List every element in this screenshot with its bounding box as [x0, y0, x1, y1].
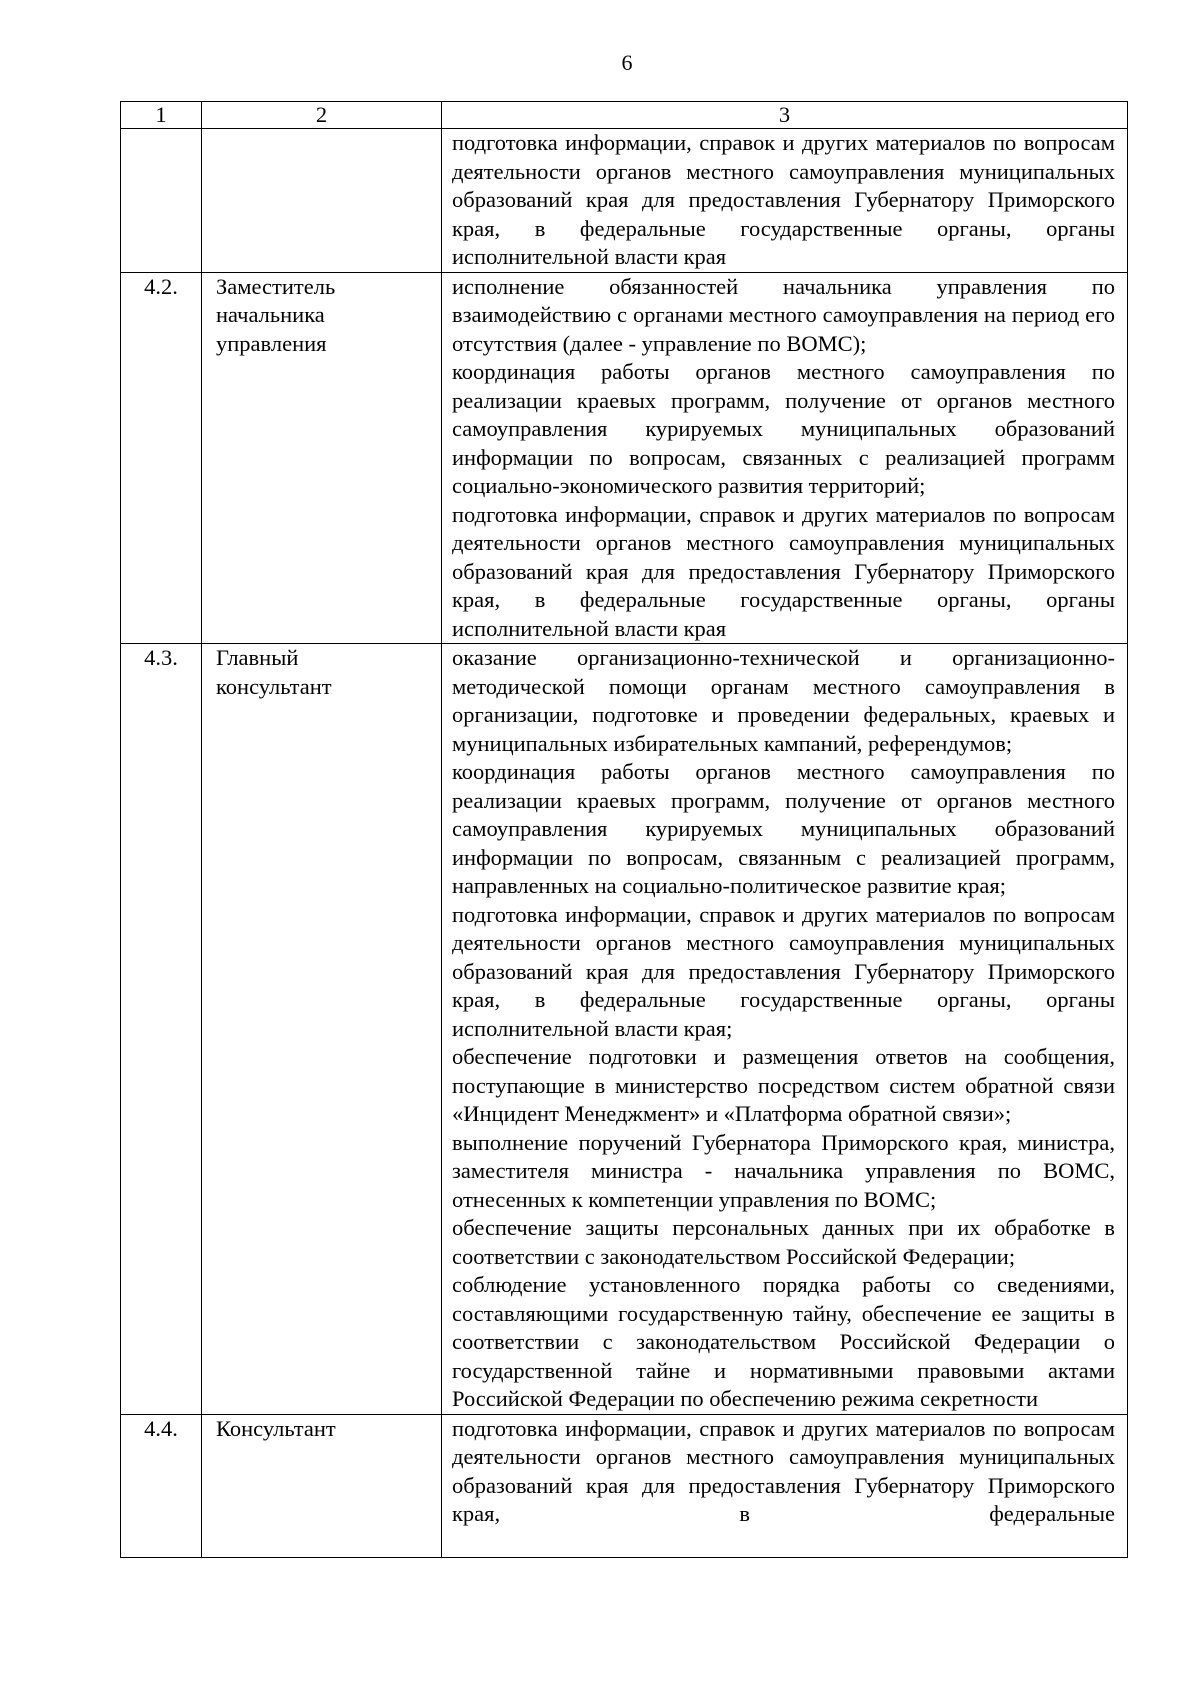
row-number: 4.4. — [121, 1414, 202, 1557]
position-title — [202, 644, 442, 1415]
column-header-1: 1 — [121, 102, 202, 129]
position-title-line: управления — [216, 330, 327, 356]
duty-paragraph: подготовка информации, справок и других материалов по вопросам деятельности органов местного самоуправления муниципальных образований края для предоставления Губернатору Приморского края, в федеральные государственные органы, органы исполнительной власти края — [452, 501, 1115, 641]
duty-paragraph: обеспечение подготовки и размещения ответов на сообщения, поступающие в министерство посредством систем обратной связи «Инцидент Менеджмент» и «Платформа обратной связи»; — [452, 1044, 1115, 1126]
column-header-2: 2 — [202, 102, 442, 129]
duties-cell — [442, 129, 1128, 273]
row-number: 4.2. — [121, 272, 202, 644]
position-title — [202, 1414, 442, 1557]
position-title-line: консультант — [216, 673, 332, 699]
table-row — [121, 1414, 1128, 1557]
duty-paragraph: исполнение обязанностей начальника управления по взаимодействию с органами местного самоуправления на период его отсутствия (далее - управление по ВОМС); — [452, 273, 1115, 356]
position-title-line: начальника — [216, 302, 325, 327]
duty-paragraph: оказание организационно-технической и организационно-методической помощи органам местного самоуправления в организации, подготовке и проведении федеральных, краевых и муниципальных избирательных кампаний, референдумов; — [452, 645, 1115, 756]
position-title-line: Заместитель — [216, 273, 336, 299]
duties-cell — [442, 1414, 1128, 1557]
duty-paragraph: обеспечение защиты персональных данных при их обработке в соответствии с законодательством Российской Федерации; — [452, 1215, 1115, 1269]
duty-paragraph: координация работы органов местного самоуправления по реализации краевых программ, получение от органов местного самоуправления курируемых муниципальных образований информации по вопросам, связанных с реализацией программ социально-экономического развития территорий; — [452, 359, 1115, 498]
duty-paragraph: выполнение поручений Губернатора Приморского края, министра, заместителя министра - начальника управления по ВОМС, отнесенных к компетенции управления по ВОМС; — [452, 1129, 1115, 1212]
duty-paragraph: координация работы органов местного самоуправления по реализации краевых программ, получение от органов местного самоуправления курируемых муниципальных образований информации по вопросам, связанным с реализацией программ, направленных на социально-политическое развитие края; — [452, 759, 1115, 898]
position-title-line: Главный — [216, 645, 299, 670]
table-row — [121, 129, 1128, 273]
duties-table — [120, 101, 1128, 1558]
table-row — [121, 644, 1128, 1415]
duty-paragraph: подготовка информации, справок и других материалов по вопросам деятельности органов местного самоуправления муниципальных образований края для предоставления Губернатору Приморского края, в федеральные государственные органы, органы исполнительной власти края; — [452, 901, 1115, 1041]
column-header-3: 3 — [442, 102, 1128, 129]
duties-cell — [442, 644, 1128, 1415]
duties-cell — [442, 272, 1128, 644]
position-title — [202, 129, 442, 273]
row-number: 4.3. — [121, 644, 202, 1415]
duty-paragraph: подготовка информации, справок и других материалов по вопросам деятельности органов местного самоуправления муниципальных образований края для предоставления Губернатору Приморского края, в федеральные государственные органы, органы исполнительной власти края — [452, 130, 1115, 269]
duty-paragraph: соблюдение установленного порядка работы со сведениями, составляющими государственную тайну, обеспечение ее защиты в соответствии с законодательством Российской Федерации о государственной тайне и нормативными правовыми актами Российской Федерации по обеспечению режима секретности — [452, 1272, 1115, 1411]
duty-paragraph: подготовка информации, справок и других материалов по вопросам деятельности органов местного самоуправления муниципальных образований края для предоставления Губернатору Приморского края, в федеральные — [452, 1415, 1115, 1526]
position-title — [202, 272, 442, 644]
position-title-line: Консультант — [216, 1415, 336, 1441]
table-row — [121, 272, 1128, 644]
table-header-row — [121, 102, 1128, 129]
row-number — [121, 129, 202, 273]
page-number: 6 — [621, 50, 633, 75]
